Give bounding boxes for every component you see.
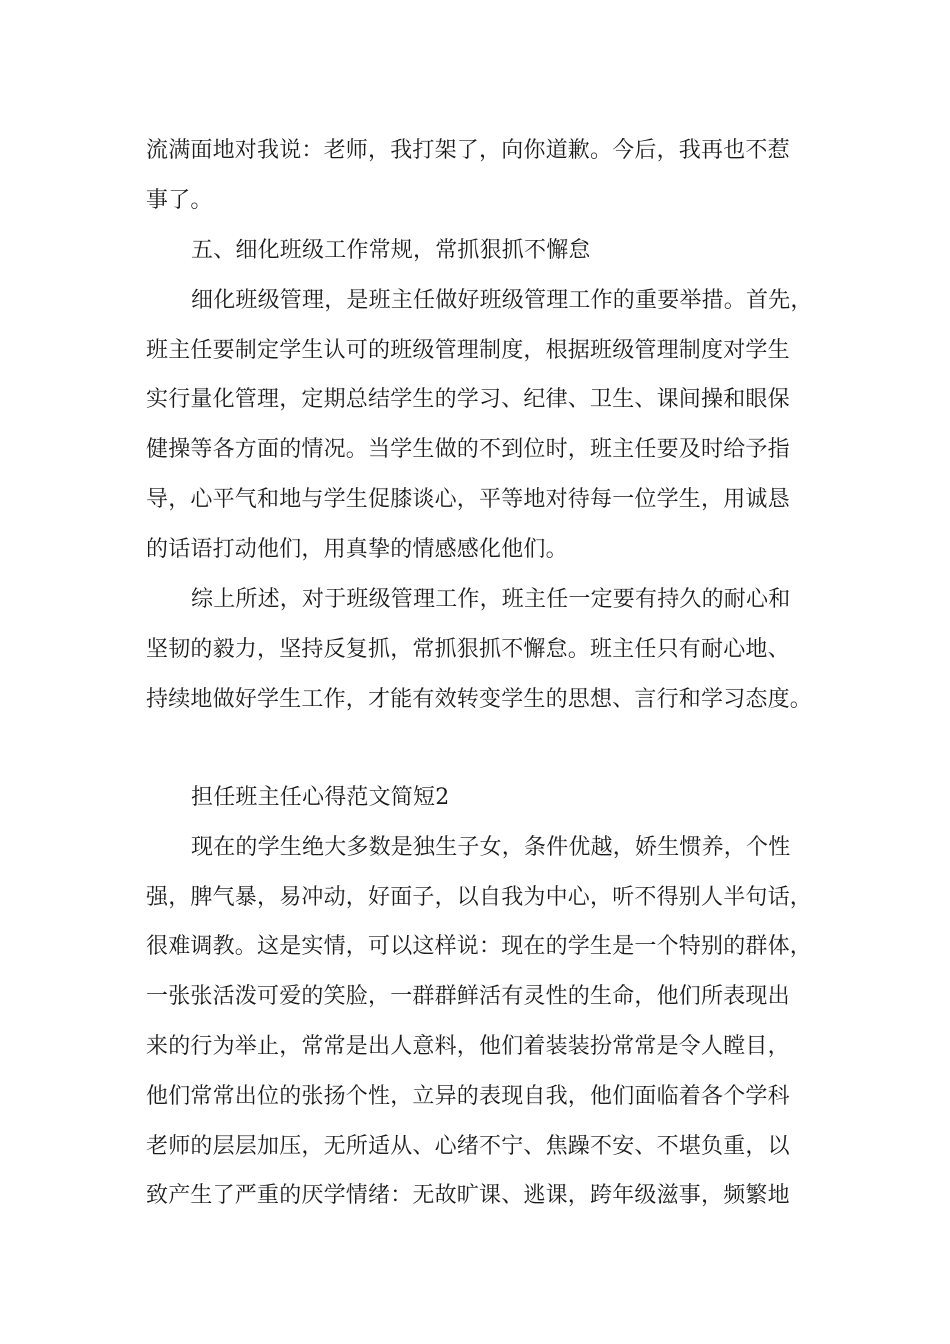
paragraph-line: 现在的学生绝大多数是独生子女，条件优越，娇生惯养，个性 [191,835,791,860]
paragraph-line: 细化班级管理，是班主任做好班级管理工作的重要举措。首先， [191,288,813,313]
paragraph-line: 坚韧的毅力，坚持反复抓，常抓狠抓不懈怠。班主任只有耐心地、 [146,637,790,662]
paragraph-line: 来的行为举止，常常是出人意料，他们着装装扮常常是令人瞠目， [146,1034,790,1059]
paragraph-line: 一张张活泼可爱的笑脸，一群群鲜活有灵性的生命，他们所表现出 [146,984,790,1009]
paragraph-line: 老师的层层加压，无所适从、心绪不宁、焦躁不安、不堪负重，以 [146,1134,790,1159]
paragraph-line: 流满面地对我说：老师，我打架了，向你道歉。今后，我再也不惹 [146,138,790,163]
paragraph-line: 强，脾气暴，易冲动，好面子，以自我为中心，听不得别人半句话， [146,885,813,910]
article-title: 担任班主任心得范文简短2 [191,785,450,810]
paragraph-line: 实行量化管理，定期总结学生的学习、纪律、卫生、课间操和眼保 [146,387,790,412]
paragraph-line: 他们常常出位的张扬个性，立异的表现自我，他们面临着各个学科 [146,1084,790,1109]
paragraph-line: 持续地做好学生工作，才能有效转变学生的思想、言行和学习态度。 [146,687,813,712]
section-heading: 五、细化班级工作常规，常抓狠抓不懈怠 [191,238,591,263]
paragraph-line: 的话语打动他们，用真挚的情感感化他们。 [146,537,568,562]
paragraph-line: 导，心平气和地与学生促膝谈心，平等地对待每一位学生，用诚恳 [146,487,790,512]
paragraph-line: 健操等各方面的情况。当学生做的不到位时，班主任要及时给予指 [146,437,790,462]
paragraph-line: 班主任要制定学生认可的班级管理制度，根据班级管理制度对学生 [146,338,790,363]
paragraph-line: 致产生了严重的厌学情绪：无故旷课、逃课，跨年级滋事，频繁地 [146,1183,790,1208]
paragraph-line: 综上所述，对于班级管理工作，班主任一定要有持久的耐心和 [191,587,791,612]
paragraph-line: 事了。 [146,188,213,213]
paragraph-line: 很难调教。这是实情，可以这样说：现在的学生是一个特别的群体， [146,934,813,959]
